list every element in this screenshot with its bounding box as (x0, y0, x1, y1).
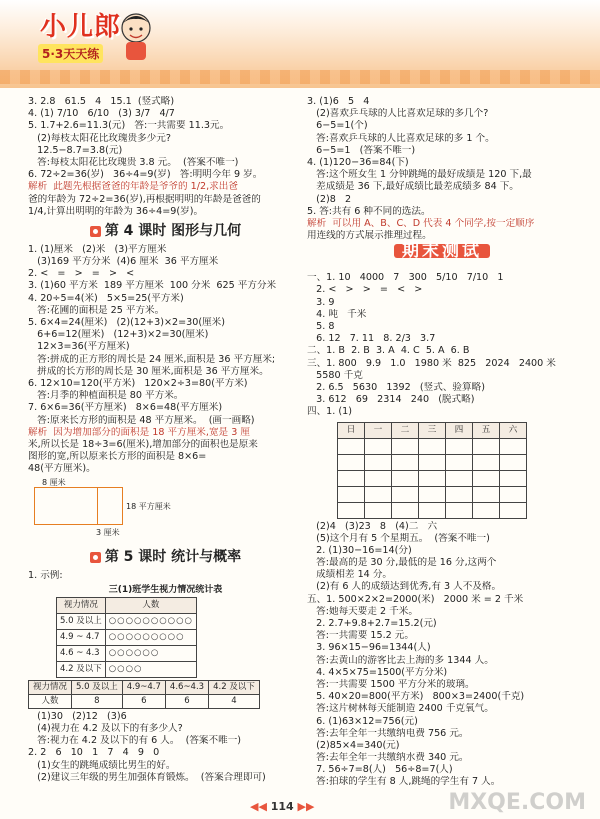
answers-block-right-top (307, 96, 577, 242)
calendar-day-cell (473, 438, 500, 454)
stat-vision-cell: 5.0 及以上 (57, 613, 106, 629)
answer-line: (5)这个月有 5 个星期五。 (答案不唯一) (307, 532, 490, 544)
answer-line: 用连线的方式展示推理过程。 (307, 230, 432, 242)
answer-line: (4)视力在 4.2 及以下的有多少人? (28, 723, 183, 735)
calendar-row (338, 422, 527, 438)
calendar-weekday-cell: 一 (365, 422, 392, 438)
stat-table-caption: 三(1)班学生视力情况统计表 (108, 584, 223, 595)
answer-line: 答:原来长方形的面积是 48 平方厘米。 (画一画略) (28, 414, 255, 426)
answer-line: 6. (1)63×12=756(元) (307, 715, 418, 727)
calendar-day-cell (365, 470, 392, 486)
summary-value-cell: 6 (165, 694, 208, 708)
calendar-day-cell (365, 486, 392, 502)
calendar-day-cell (392, 438, 419, 454)
answer-line: 6−5=1(个) (307, 120, 368, 132)
answer-line: 3. (1)60 平方米 189 平方厘米 100 分米 625 平方分米 (28, 280, 277, 292)
diagram-top-label: 8 厘米 (42, 478, 66, 488)
answer-line: 爸的年龄为 72÷2=36(岁),再根据明明的年龄是爸爸的 (28, 193, 261, 205)
answer-line: 答:月季的种植面积是 80 平方米。 (28, 390, 184, 402)
stat-row (57, 645, 197, 661)
answer-line: 答:视力在 4.2 及以下的有 6 人。 (答案不唯一) (28, 735, 242, 747)
diagram-bottom-label: 3 厘米 (96, 528, 120, 538)
answer-line: 12×3=36(平方厘米) (28, 341, 130, 353)
stat-header-count: 人数 (105, 597, 196, 613)
answer-line: 6−5=1 (答案不唯一) (307, 144, 416, 156)
calendar-day-cell (500, 454, 527, 470)
watermark: MXQE.COM (448, 790, 586, 815)
answer-line: 答:一共需要 1500 平方分米的玻璃。 (307, 678, 475, 690)
answer-line: 差成绩是 36 下,最好成绩比最差成绩多 84 下。 (307, 181, 519, 193)
answer-line: 3. 9 (307, 296, 335, 308)
summary-value-cell: 6 (122, 694, 165, 708)
calendar-row (338, 470, 527, 486)
vision-summary-table (28, 680, 260, 709)
answer-line: 5. 6×4=24(厘米) (2)(12+3)×2=30(厘米) (28, 317, 226, 328)
vision-stat-table (56, 597, 197, 678)
calendar-day-cell (338, 438, 365, 454)
answers-block-final (307, 272, 577, 418)
answer-line: 3. 2.8 61.5 4 15.1 (竖式略) (28, 96, 175, 107)
calendar-day-cell (473, 486, 500, 502)
calendar-day-cell (500, 502, 527, 518)
stat-count-cell: ○○○○ (105, 661, 196, 677)
brand-logo: 小儿郎 (40, 12, 122, 42)
page-number-value: 114 (270, 800, 294, 813)
answer-line: 2. 2.7+9.8+2.7=15.2(元) (307, 618, 437, 629)
stat-vision-cell: 4.6 ~ 4.3 (57, 645, 106, 661)
answer-line: 5. 8 (307, 321, 335, 332)
answer-line: 2. 6.5 5630 1392 (竖式、验算略) (307, 381, 485, 393)
stat-row (57, 629, 197, 645)
stat-header-vision: 视力情况 (57, 597, 106, 613)
answer-line: 答:每枝太阳花比玫瑰贵 3.8 元。 (答案不唯一) (28, 156, 239, 168)
answer-line: 答:喜欢乒乓球的人比喜欢足球的多 1 个。 (307, 132, 495, 144)
answer-line: 4. 20÷5=4(米) 5×5=25(平方米) (28, 292, 184, 304)
answer-line: 3. (1)6 5 4 (307, 96, 370, 107)
prev-arrows-icon: ◀◀ (250, 800, 271, 813)
answers-block-top (28, 96, 303, 218)
bullet-icon (90, 552, 101, 563)
answer-line: (2)喜欢乒乓球的人比喜欢足球的多几个? (307, 108, 489, 120)
calendar-day-cell (446, 438, 473, 454)
lesson-5-title: 第 5 课时 统计与概率 (104, 549, 242, 566)
answers-block-statistics (28, 711, 303, 784)
answer-line: (1)女生的跳绳成绩比男生的好。 (28, 759, 176, 771)
calendar-day-cell (338, 502, 365, 518)
answer-line: 6. 72÷2=36(岁) 36÷4=9(岁) 答:明明今年 9 岁。 (28, 169, 263, 181)
stat-count-cell: ○○○○○○ (105, 645, 196, 661)
calendar-weekday-cell: 六 (500, 422, 527, 438)
answer-line: 1. (1)厘米 (2)米 (3)平方厘米 (28, 243, 167, 255)
calendar-day-cell (365, 502, 392, 518)
answer-line: 5580 千克 (307, 369, 363, 381)
answer-line: 三、1. 800 9.9 1.0 1980 米 825 2024 2400 米 (307, 357, 556, 369)
lesson-4-title: 第 4 课时 图形与几何 (104, 222, 242, 239)
summary-label-cell: 人数 (29, 694, 72, 708)
calendar-day-cell (419, 454, 446, 470)
summary-header-cell: 4.9~4.7 (122, 680, 165, 694)
answer-line: 6. 12×10=120(平方米) 120×2÷3=80(平方米) (28, 377, 248, 389)
calendar-day-cell (446, 502, 473, 518)
answer-line: 答:花圃的面积是 25 平方米。 (28, 304, 165, 316)
left-column (28, 96, 303, 784)
summary-value-cell: 8 (72, 694, 123, 708)
banner-stripe (0, 70, 600, 84)
answer-line: 解析 因为增加部分的面积是 18 平方厘米,宽是 3 厘 (28, 426, 250, 438)
answer-line: 1/4,计算出明明的年龄为 36÷4=9(岁)。 (28, 205, 204, 217)
rectangle-diagram (34, 477, 303, 543)
stat-count-cell: ○○○○○○○○○ (105, 629, 196, 645)
calendar-weekday-cell: 五 (473, 422, 500, 438)
answer-line: 答:这个班女生 1 分钟跳绳的最好成绩是 120 下,最 (307, 169, 532, 181)
stat-row (57, 613, 197, 629)
answer-line: (3)169 平方分米 (4)6 厘米 36 平方厘米 (28, 256, 219, 268)
answer-line: 答:去年全年一共缴纳电费 756 元。 (307, 727, 469, 739)
answer-line: (2)建议三年级的男生加强体育锻炼。 (答案合理即可) (28, 771, 266, 783)
answer-line: 5. 40×20=800(平方米) 800×3=2400(千克) (307, 691, 525, 703)
calendar-day-cell (446, 470, 473, 486)
summary-header-cell: 4.6~4.3 (165, 680, 208, 694)
calendar-day-cell (473, 502, 500, 518)
summary-header-cell: 4.2 及以下 (209, 680, 260, 694)
original-rectangle (34, 487, 98, 525)
calendar-day-cell (392, 454, 419, 470)
answer-line: 五、1. 500×2×2=2000(米) 2000 米 = 2 千米 (307, 593, 524, 605)
calendar-day-cell (338, 486, 365, 502)
answer-line: 48(平方厘米)。 (28, 463, 96, 475)
calendar-row (338, 454, 527, 470)
answer-line: 答:去黄山的游客比去上海的多 1344 人。 (307, 654, 494, 666)
answer-line: 4. (1)120−36=84(下) (307, 156, 409, 168)
answer-line: 6. 12 7. 11 8. 2/3 3.7 (307, 333, 436, 345)
answer-line: 四、1. (1) (307, 406, 352, 418)
calendar-day-cell (419, 486, 446, 502)
answer-line: 答:一共需要 15.2 元。 (307, 630, 414, 642)
calendar-weekday-cell: 二 (392, 422, 419, 438)
answer-line: 5. 答:共有 6 种不同的选法。 (307, 205, 431, 217)
answer-line: 答:这片树林每天能制造 2400 千克氧气。 (307, 703, 494, 715)
calendar-row (338, 438, 527, 454)
right-column (307, 96, 577, 789)
answer-line: 12.5−8.7=3.8(元) (28, 144, 123, 156)
calendar-day-cell (419, 438, 446, 454)
answers-block-geometry (28, 244, 303, 476)
answer-line: 答:拼成的正方形的周长是 24 厘米,面积是 36 平方厘米; (28, 353, 276, 365)
page-number (250, 800, 314, 813)
answer-line: 米,所以长是 18÷3=6(厘米),增加部分的面积也是原来 (28, 438, 258, 450)
summary-header-cell: 5.0 及以上 (72, 680, 123, 694)
answer-line: (2)有 6 人的成绩达到优秀,有 3 人不及格。 (307, 581, 502, 593)
answer-line: 2. < = > = > < (28, 268, 135, 280)
answer-line: 答:她每天要走 2 千米。 (307, 605, 418, 617)
calendar-day-cell (338, 470, 365, 486)
answer-line: 答:拍球的学生有 8 人,跳绳的学生有 7 人。 (307, 776, 501, 788)
calendar-day-cell (446, 454, 473, 470)
stat-row (57, 661, 197, 677)
calendar-weekday-cell: 日 (338, 422, 365, 438)
answer-line: 2. 2 6 10 1 7 4 9 0 (28, 747, 160, 759)
answer-line: 7. 6×6=36(平方厘米) 8×6=48(平方厘米) (28, 402, 223, 414)
calendar-weekday-cell: 四 (446, 422, 473, 438)
diagram-side-label: 18 平方厘米 (126, 502, 171, 512)
answers-block-word-problems (307, 521, 577, 789)
answer-line: 成绩相差 14 分。 (307, 569, 393, 581)
answer-line: 解析 可以用 A、B、C、D 代表 4 个同学,按一定顺序 (307, 217, 535, 229)
calendar-day-cell (473, 470, 500, 486)
answer-line: 拼成的长方形的周长是 30 厘米,面积是 36 平方厘米。 (28, 365, 269, 377)
calendar-day-cell (419, 502, 446, 518)
answer-line: 解析 此题先根据爸爸的年龄是爷爷的 1/2,求出爸 (28, 181, 238, 193)
calendar-day-cell (419, 470, 446, 486)
stat-count-cell: ○○○○○○○○○○ (105, 613, 196, 629)
calendar-day-cell (365, 454, 392, 470)
bullet-icon (90, 226, 101, 237)
calendar-day-cell (473, 454, 500, 470)
calendar-row (338, 502, 527, 518)
stat-vision-cell: 4.2 及以下 (57, 661, 106, 677)
answer-line: (2)每枝太阳花比玫瑰贵多少元? (28, 132, 171, 144)
answer-line: 4. (1) 7/10 6/10 (3) 3/7 4/7 (28, 108, 175, 120)
calendar-day-cell (446, 486, 473, 502)
summary-value-cell: 4 (209, 694, 260, 708)
brand-series: 5·3天天练 (38, 44, 103, 63)
next-arrows-icon: ▶▶ (293, 800, 315, 813)
answer-line: 答:最高的是 30 分,最低的是 16 分,这两个 (307, 557, 497, 569)
answer-line: 6+6=12(厘米) (12+3)×2=30(厘米) (28, 329, 209, 341)
calendar-row (338, 486, 527, 502)
answer-line: 4. 4×5×75=1500(平方分米) (307, 666, 448, 678)
answer-line: (2)4 (3)23 8 (4)二 六 (307, 520, 438, 532)
lesson-4-heading (28, 221, 303, 241)
answer-line: (2)8 2 (307, 193, 352, 205)
stat-vision-cell: 4.9 ~ 4.7 (57, 629, 106, 645)
calendar-day-cell (365, 438, 392, 454)
example-label: 1. 示例: (28, 570, 63, 582)
answer-line: 答:去年全年一共缴纳水费 340 元。 (307, 752, 469, 764)
calendar-day-cell (338, 454, 365, 470)
calendar-day-cell (392, 470, 419, 486)
calendar-day-cell (392, 486, 419, 502)
final-test-title: 期末测试 (394, 244, 490, 258)
answer-line: 7. 56÷7=8(人) 56÷8=7(人) (307, 764, 453, 776)
mascot-boy-icon (116, 10, 156, 62)
answer-line: 3. 612 69 2314 240 (脱式略) (307, 394, 475, 406)
calendar-day-cell (500, 438, 527, 454)
answer-line: 4. 吨 千米 (307, 308, 367, 320)
calendar-day-cell (500, 470, 527, 486)
calendar-table (337, 422, 527, 519)
summary-header-cell: 视力情况 (29, 680, 72, 694)
answer-line: (2)85×4=340(元) (307, 739, 400, 751)
calendar-weekday-cell: 三 (419, 422, 446, 438)
answer-line: 一、1. 10 4000 7 300 5/10 7/10 1 (307, 272, 504, 284)
calendar-day-cell (392, 502, 419, 518)
final-test-heading (307, 241, 577, 268)
answer-line: 5. 1.7+2.6=11.3(元) 答:一共需要 11.3元。 (28, 120, 230, 132)
answer-line: 2. < > > = < > (307, 284, 423, 296)
lesson-5-heading (28, 547, 303, 567)
header-banner (0, 0, 600, 88)
answer-line: 2. (1)30−16=14(分) (307, 544, 412, 556)
answer-line: 图形的宽,所以原来长方形的面积是 8×6= (28, 451, 207, 463)
added-rectangle (96, 487, 123, 525)
calendar-day-cell (500, 486, 527, 502)
answer-line: (1)30 (2)12 (3)6 (28, 710, 127, 722)
answer-line: 3. 96×15−96=1344(人) (307, 642, 431, 654)
answer-line: 二、1. B 2. B 3. A 4. C 5. A 6. B (307, 345, 470, 357)
